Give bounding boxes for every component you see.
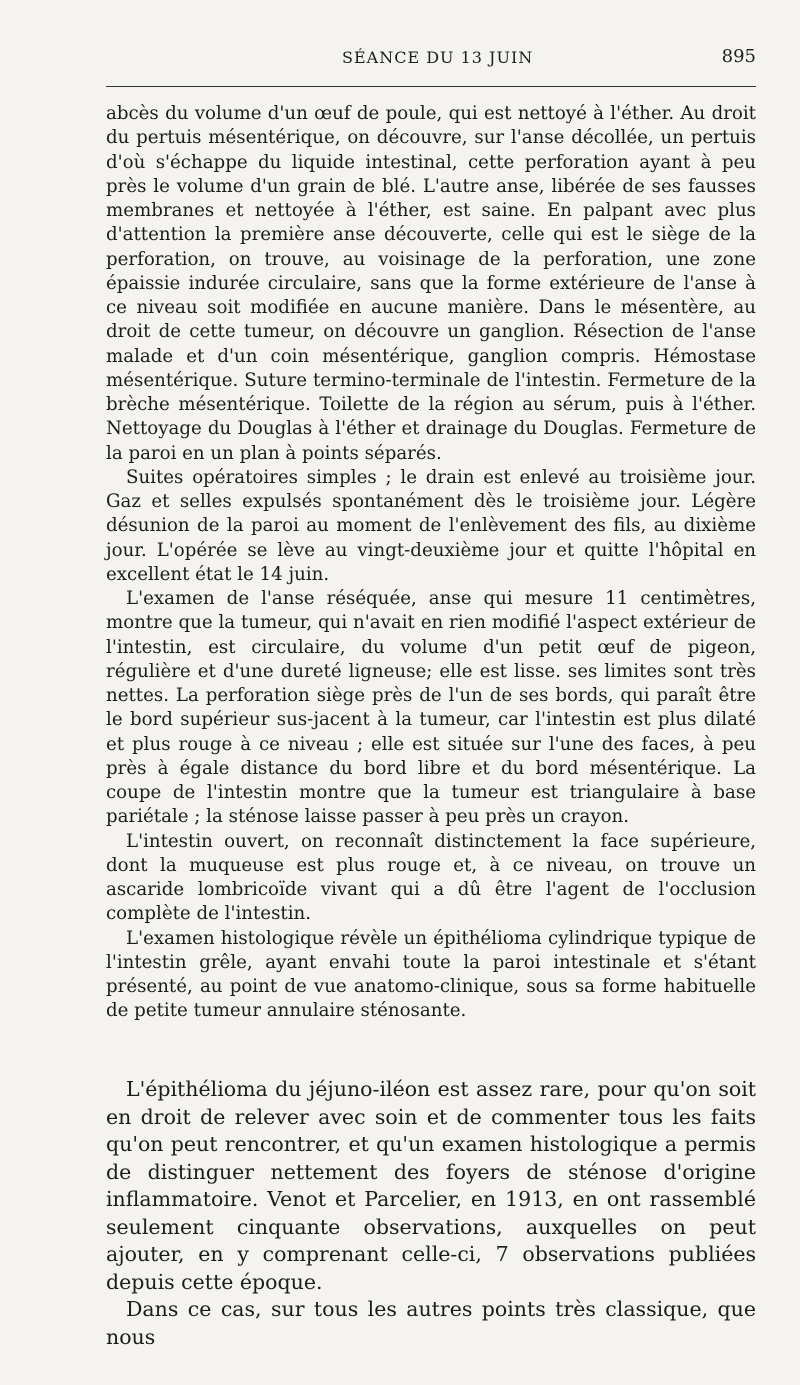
running-title: SÉANCE DU 13 JUIN — [342, 48, 534, 67]
body-text — [106, 102, 756, 1024]
page-header — [106, 46, 756, 70]
paragraph: Suites opératoires simples ; le drain est enlevé au troisième jour. Gaz et selles expulsés spontanément dès le troisième jour. Légère désunion de la paroi au moment de l'enlèvement des fils, au dixième jour. L'opérée se lève au vingt-deuxième jour et quitte l'hôpital en excellent état le 14 juin. — [106, 466, 756, 585]
paragraph: L'intestin ouvert, on reconnaît distinctement la face supérieure, dont la muqueuse est plus rouge et, à ce niveau, on trouve un ascaride lombricoïde vivant qui a dû être l'agent de l'occlusion complète de l'intestin. — [106, 830, 756, 925]
commentary-text — [106, 1076, 756, 1351]
paragraph: abcès du volume d'un œuf de poule, qui est nettoyé à l'éther. Au droit du pertuis mésentérique, on découvre, sur l'anse décollée, un pertuis d'où s'échappe du liquide intestinal, cette perforation ayant à peu près le volume d'un grain de blé. L'autre anse, libérée de ses fausses membranes et nettoyée à l'éther, est saine. En palpant avec plus d'attention la première anse découverte, celle qui est le siège de la perforation, on trouve, au voisinage de la perforation, une zone épaissie indurée circulaire, sans que la forme extérieure de l'anse à ce niveau soit modifiée en aucune manière. Dans le mésentère, au droit de cette tumeur, on découvre un ganglion. Résection de l'anse malade et d'un coin mésentérique, ganglion compris. Hémostase mésentérique. Suture termino-terminale de l'intestin. Fermeture de la brèche mésentérique. Toilette de la région au sérum, puis à l'éther. Nettoyage du Douglas à l'éther et drainage du Douglas. Fermeture de la paroi en un plan à points séparés. — [106, 103, 756, 464]
page-number: 895 — [721, 46, 756, 67]
paragraph: Dans ce cas, sur tous les autres points très classique, que nous — [106, 1297, 756, 1349]
header-rule — [106, 86, 756, 87]
paragraph: L'épithélioma du jéjuno-iléon est assez rare, pour qu'on soit en droit de relever avec soin et de commenter tous les faits qu'on peut rencontrer, et qu'un examen histologique a permis de distinguer nettement des foyers de sténose d'origine inflammatoire. Venot et Parcelier, en 1913, en ont rassemblé seulement cinquante observations, auxquelles on peut ajouter, en y comprenant celle-ci, 7 observations publiées depuis cette époque. — [106, 1077, 756, 1294]
paragraph: L'examen de l'anse réséquée, anse qui mesure 11 centimètres, montre que la tumeur, qui n'avait en rien modifié l'aspect extérieur de l'intestin, est circulaire, du volume d'un petit œuf de pigeon, régulière et d'une dureté ligneuse; elle est lisse. ses limites sont très nettes. La perforation siège près de l'un de ses bords, qui paraît être le bord supérieur sus-jacent à la tumeur, car l'intestin est plus dilaté et plus rouge à ce niveau ; elle est située sur l'une des faces, à peu près à égale distance du bord libre et du bord mésentérique. La coupe de l'intestin montre que la tumeur est triangulaire à base pariétale ; la sténose laisse passer à peu près un crayon. — [106, 588, 756, 828]
paragraph: L'examen histologique révèle un épithélioma cylindrique typique de l'intestin grêle, ayant envahi toute la paroi intestinale et s'étant présenté, au point de vue anatomo-clinique, sous sa forme habituelle de petite tumeur annulaire sténosante. — [106, 927, 756, 1022]
